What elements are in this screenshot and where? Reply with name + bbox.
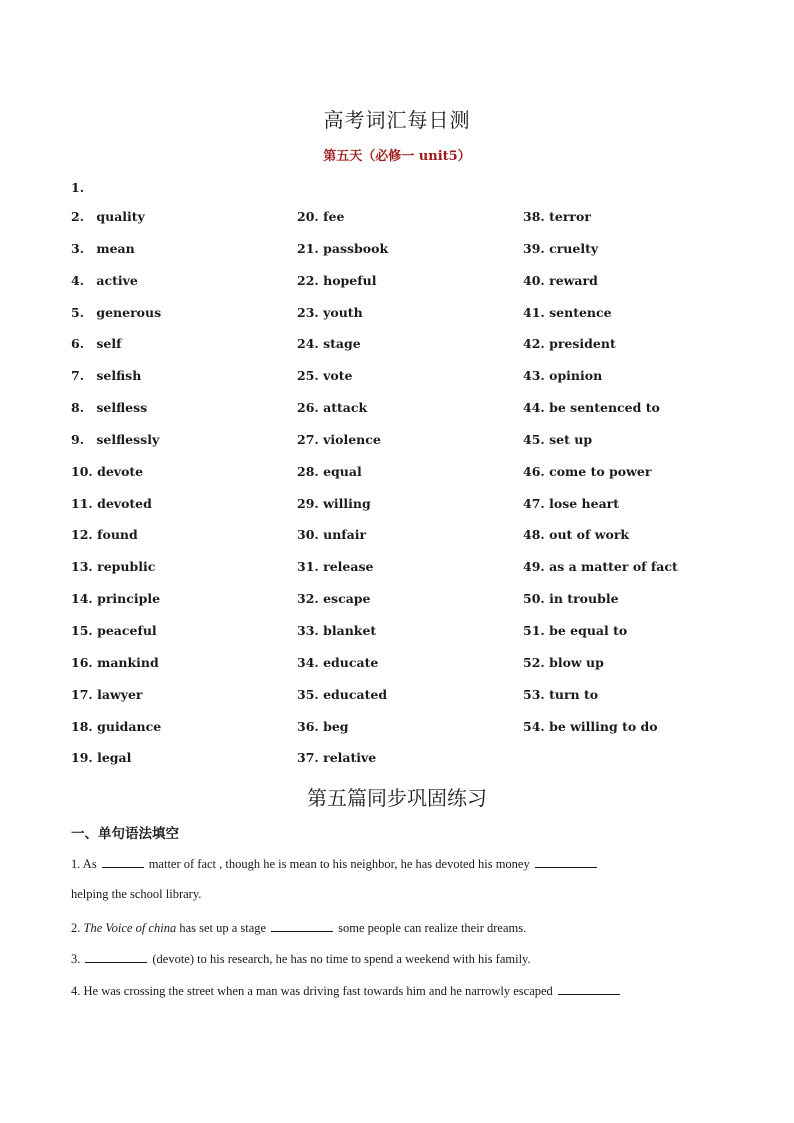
vocab-number: 16.	[71, 654, 93, 670]
exercise-3	[71, 950, 531, 967]
vocab-number: 51.	[523, 622, 545, 638]
answer-blank[interactable]	[102, 855, 144, 868]
vocab-item	[71, 686, 291, 718]
vocab-item	[523, 240, 743, 272]
vocab-number: 46.	[523, 463, 545, 479]
vocab-word: principle	[97, 591, 161, 607]
vocab-word: willing	[323, 495, 371, 511]
vocab-number: 2.	[71, 209, 85, 224]
vocab-item	[523, 590, 743, 622]
vocab-number: 19.	[71, 750, 93, 766]
vocab-item	[71, 367, 291, 399]
vocab-number: 41.	[523, 304, 545, 320]
vocab-number: 39.	[523, 240, 545, 256]
vocab-word: educate	[323, 654, 379, 670]
vocab-word: devote	[97, 463, 144, 479]
vocab-number: 47.	[523, 495, 545, 511]
vocab-word: selfless	[96, 400, 148, 416]
vocab-number: 32.	[297, 591, 319, 607]
vocab-word: terror	[549, 209, 591, 224]
exercise-3-text: (devote) to his research, he has no time to spend a weekend with his family.	[152, 952, 531, 966]
vocab-word: attack	[323, 400, 368, 416]
vocab-item	[523, 335, 743, 367]
vocab-number: 28.	[297, 463, 319, 479]
vocab-item	[523, 367, 743, 399]
vocab-item	[523, 495, 743, 527]
vocab-number: 7.	[71, 368, 85, 384]
vocab-item	[523, 558, 743, 590]
vocab-word: quality	[96, 209, 145, 224]
vocab-item	[71, 495, 291, 527]
vocab-item	[523, 718, 743, 750]
vocab-item	[297, 208, 517, 240]
vocab-number: 3.	[71, 240, 85, 256]
vocab-number: 8.	[71, 400, 85, 416]
vocab-number: 15.	[71, 622, 93, 638]
answer-blank[interactable]	[558, 982, 620, 995]
vocab-word: be willing to do	[549, 718, 658, 734]
exercise-2-show-name: The Voice of china	[83, 921, 177, 935]
vocab-word: generous	[96, 304, 162, 320]
vocab-word: escape	[323, 591, 371, 607]
vocab-word: sentence	[549, 304, 612, 320]
vocab-item	[297, 463, 517, 495]
vocab-number: 17.	[71, 686, 93, 702]
vocab-item	[71, 240, 291, 272]
vocab-word: lose heart	[549, 495, 620, 511]
vocab-word: equal	[323, 463, 362, 479]
exercise-3-number: 3.	[71, 952, 81, 966]
vocab-item-1: 1.	[71, 180, 85, 195]
exercise-2	[71, 919, 526, 936]
vocab-number: 48.	[523, 527, 545, 543]
vocab-item	[297, 240, 517, 272]
vocab-number: 44.	[523, 400, 545, 416]
vocab-word: vote	[323, 368, 353, 384]
vocab-item	[523, 622, 743, 654]
vocab-item	[71, 622, 291, 654]
vocab-word: in trouble	[549, 591, 619, 607]
vocab-word: release	[323, 559, 374, 575]
vocab-word: legal	[97, 750, 132, 766]
vocab-word: violence	[323, 431, 381, 447]
vocab-item	[71, 304, 291, 336]
vocab-word: set up	[549, 431, 593, 447]
vocab-number: 9.	[71, 431, 85, 447]
vocab-number: 53.	[523, 686, 545, 702]
vocab-word: unfair	[323, 527, 367, 543]
vocab-number: 26.	[297, 400, 319, 416]
vocab-word: opinion	[549, 368, 603, 384]
vocab-number: 35.	[297, 686, 319, 702]
exercise-2-text: has set up a stage	[179, 921, 267, 935]
vocab-item	[71, 272, 291, 304]
exercise-2-number: 2.	[71, 921, 81, 935]
page-title: 高考词汇每日测	[323, 108, 471, 132]
vocab-number: 23.	[297, 304, 319, 320]
vocab-number: 11.	[71, 495, 93, 511]
vocab-item	[523, 463, 743, 495]
vocab-word: be sentenced to	[549, 400, 660, 416]
vocab-number: 31.	[297, 559, 319, 575]
vocab-item	[297, 495, 517, 527]
vocab-item	[523, 272, 743, 304]
vocab-number: 12.	[71, 527, 93, 543]
vocab-number: 25.	[297, 368, 319, 384]
vocab-number: 50.	[523, 591, 545, 607]
vocab-column-3	[523, 208, 743, 749]
vocab-number: 36.	[297, 718, 319, 734]
vocab-number: 4.	[71, 272, 85, 288]
exercise-1-line-1	[71, 855, 602, 872]
vocab-item	[297, 654, 517, 686]
vocab-word: devoted	[97, 495, 152, 511]
vocab-word: hopeful	[323, 272, 377, 288]
vocab-word: mankind	[97, 654, 159, 670]
vocab-item	[297, 431, 517, 463]
vocab-item	[523, 208, 743, 240]
vocab-item	[71, 431, 291, 463]
vocab-number: 45.	[523, 431, 545, 447]
vocab-number: 54.	[523, 718, 545, 734]
vocab-item	[297, 526, 517, 558]
vocab-number: 33.	[297, 622, 319, 638]
vocab-number: 40.	[523, 272, 545, 288]
practice-section-title: 第五篇同步巩固练习	[307, 786, 487, 810]
answer-blank[interactable]	[535, 855, 597, 868]
vocab-word: turn to	[549, 686, 599, 702]
vocab-item	[523, 304, 743, 336]
vocab-number: 30.	[297, 527, 319, 543]
vocab-number: 42.	[523, 336, 545, 352]
vocab-number: 13.	[71, 559, 93, 575]
vocab-item	[71, 208, 291, 240]
vocab-number: 14.	[71, 591, 93, 607]
vocab-word: be equal to	[549, 622, 628, 638]
vocab-number: 22.	[297, 272, 319, 288]
vocab-word: peaceful	[97, 622, 157, 638]
vocab-item	[297, 749, 517, 781]
vocab-word: blow up	[549, 654, 604, 670]
vocab-number: 29.	[297, 495, 319, 511]
vocab-word: found	[97, 527, 138, 543]
vocab-item	[71, 590, 291, 622]
vocab-item	[71, 749, 291, 781]
vocab-item	[297, 558, 517, 590]
vocab-item	[297, 590, 517, 622]
answer-blank[interactable]	[271, 919, 333, 932]
vocab-number: 24.	[297, 336, 319, 352]
answer-blank[interactable]	[85, 950, 147, 963]
vocab-item	[297, 718, 517, 750]
vocab-number: 6.	[71, 336, 85, 352]
vocab-item	[71, 718, 291, 750]
vocab-item	[297, 399, 517, 431]
vocab-item	[71, 463, 291, 495]
exercise-4	[71, 982, 625, 999]
vocab-item	[71, 558, 291, 590]
vocab-item	[297, 272, 517, 304]
vocab-word: reward	[549, 272, 598, 288]
vocab-item	[297, 622, 517, 654]
vocab-number: 5.	[71, 304, 85, 320]
vocab-word: lawyer	[97, 686, 143, 702]
part-one-title: 一、单句语法填空	[71, 826, 179, 842]
vocab-word: selflessly	[96, 431, 160, 447]
vocab-word: passbook	[323, 240, 389, 256]
vocab-item	[523, 399, 743, 431]
vocab-word: self	[96, 336, 122, 352]
vocab-word: youth	[323, 304, 363, 320]
vocab-word: educated	[323, 686, 388, 702]
vocab-word: as a matter of fact	[549, 559, 678, 575]
vocab-item	[297, 367, 517, 399]
vocab-column-2	[297, 208, 517, 781]
vocab-item	[297, 335, 517, 367]
vocab-word: active	[96, 272, 138, 288]
vocab-item	[71, 335, 291, 367]
exercise-1-text: matter of fact , though he is mean to his neighbor, he has devoted his money	[148, 857, 530, 871]
vocab-word: beg	[323, 718, 349, 734]
page-subtitle: 第五天（必修一 unit5）	[323, 149, 471, 164]
vocab-word: blanket	[323, 622, 377, 638]
vocab-word: president	[549, 336, 616, 352]
vocab-number: 27.	[297, 431, 319, 447]
vocab-word: republic	[97, 559, 156, 575]
vocab-word: come to power	[549, 463, 652, 479]
vocab-column-1	[71, 208, 291, 781]
vocab-number: 10.	[71, 463, 93, 479]
vocab-number: 20.	[297, 209, 319, 224]
vocab-number: 38.	[523, 209, 545, 224]
vocab-item	[523, 686, 743, 718]
vocab-item	[71, 654, 291, 686]
exercise-1-line-2: helping the school library.	[71, 887, 202, 901]
vocab-word: guidance	[97, 718, 162, 734]
vocab-word: mean	[96, 240, 135, 256]
vocab-number: 52.	[523, 654, 545, 670]
vocab-word: selfish	[96, 368, 142, 384]
vocab-item	[297, 686, 517, 718]
vocab-word: cruelty	[549, 240, 599, 256]
vocab-number: 34.	[297, 654, 319, 670]
vocab-item	[71, 399, 291, 431]
exercise-1-start: 1. As	[71, 857, 97, 871]
vocab-number: 18.	[71, 718, 93, 734]
vocab-word: relative	[323, 750, 377, 766]
vocab-number: 37.	[297, 750, 319, 766]
vocab-number: 43.	[523, 368, 545, 384]
vocab-item	[523, 431, 743, 463]
exercise-4-text: 4. He was crossing the street when a man was driving fast towards him and he narrowly escaped	[71, 984, 553, 998]
vocab-item	[523, 526, 743, 558]
vocab-number: 21.	[297, 240, 319, 256]
vocab-word: stage	[323, 336, 361, 352]
vocab-item	[297, 304, 517, 336]
vocab-number: 49.	[523, 559, 545, 575]
vocab-word: out of work	[549, 527, 630, 543]
exercise-2-end: some people can realize their dreams.	[338, 921, 527, 935]
vocab-item	[71, 526, 291, 558]
vocab-item	[523, 654, 743, 686]
vocab-word: fee	[323, 209, 345, 224]
